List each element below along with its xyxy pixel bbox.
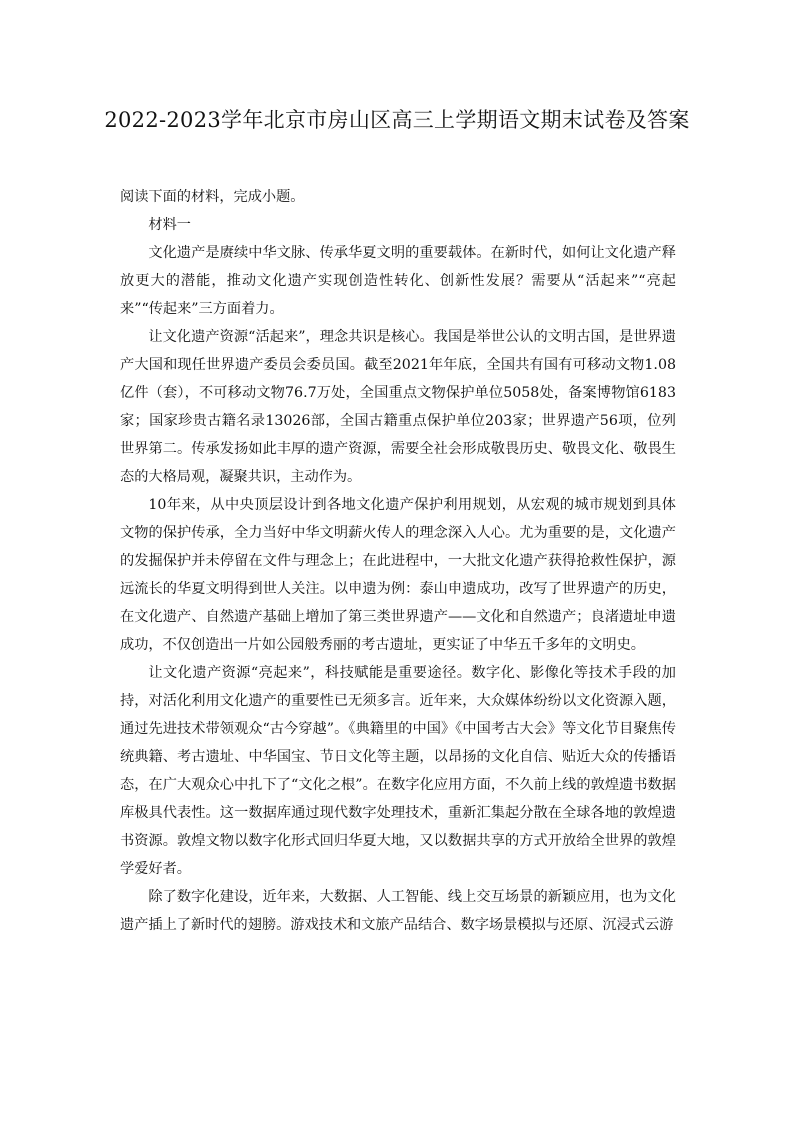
paragraph: 10年来，从中央顶层设计到各地文化遗产保护利用规划，从宏观的城市规划到具体文物的保护传承，全力当好中华文明薪火传人的理念深入人心。尤为重要的是，文化遗产的发掘保护并未停留在文件与理念上；在此进程中，一大批文化遗产获得抢救性保护，源远流长的华夏文明得到世人关注。以申遗为例：泰山申遗成功，改写了世界遗产的历史，在文化遗产、自然遗产基础上增加了第三类世界遗产——文化和自然遗产；良渚遗址申遗成功，不仅创造出一片如公园般秀丽的考古遗址，更实证了中华五千多年的文明史。 <box>120 497 676 653</box>
paragraph: 除了数字化建设，近年来，大数据、人工智能、线上交互场景的新颖应用，也为文化遗产插上了新时代的翅膀。游戏技术和文旅产品结合、数字场景模拟与还原、沉浸式云游 <box>120 889 676 933</box>
material-label: 材料一 <box>148 217 191 233</box>
paragraph: 文化遗产是赓续中华文脉、传承华夏文明的重要载体。在新时代，如何让文化遗产释放更大的潜能，推动文化遗产实现创造性转化、创新性发展？需要从“活起来”“亮起来”“传起来”三方面着力。 <box>120 245 676 317</box>
document-title: 2022-2023学年北京市房山区高三上学期语文期末试卷及答案 <box>104 108 690 132</box>
document-body <box>120 183 676 939</box>
instruction-text: 阅读下面的材料，完成小题。 <box>120 189 305 205</box>
paragraph: 让文化遗产资源“活起来”，理念共识是核心。我国是举世公认的文明古国，是世界遗产大国和现任世界遗产委员会委员国。截至2021年年底，全国共有国有可移动文物1.08亿件（套），不可移动文物76.7万处，全国重点文物保护单位5058处，备案博物馆6183家；国家珍贵古籍名录13026部，全国古籍重点保护单位203家；世界遗产56项，位列世界第二。传承发扬如此丰厚的遗产资源，需要全社会形成敬畏历史、敬畏文化、敬畏生态的大格局观，凝聚共识，主动作为。 <box>120 329 676 485</box>
paragraph: 让文化遗产资源“亮起来”，科技赋能是重要途径。数字化、影像化等技术手段的加持，对活化利用文化遗产的重要性已无须多言。近年来，大众媒体纷纷以文化资源入题，通过先进技术带领观众“古今穿越”。《典籍里的中国》《中国考古大会》等文化节目聚焦传统典籍、考古遗址、中华国宝、节日文化等主题，以昂扬的文化自信、贴近大众的传播语态，在广大观众心中扎下了“文化之根”。在数字化应用方面，不久前上线的敦煌遗书数据库极具代表性。这一数据库通过现代数字处理技术，重新汇集起分散在全球各地的敦煌遗书资源。敦煌文物以数字化形式回归华夏大地，又以数据共享的方式开放给全世界的敦煌学爱好者。 <box>120 665 676 877</box>
